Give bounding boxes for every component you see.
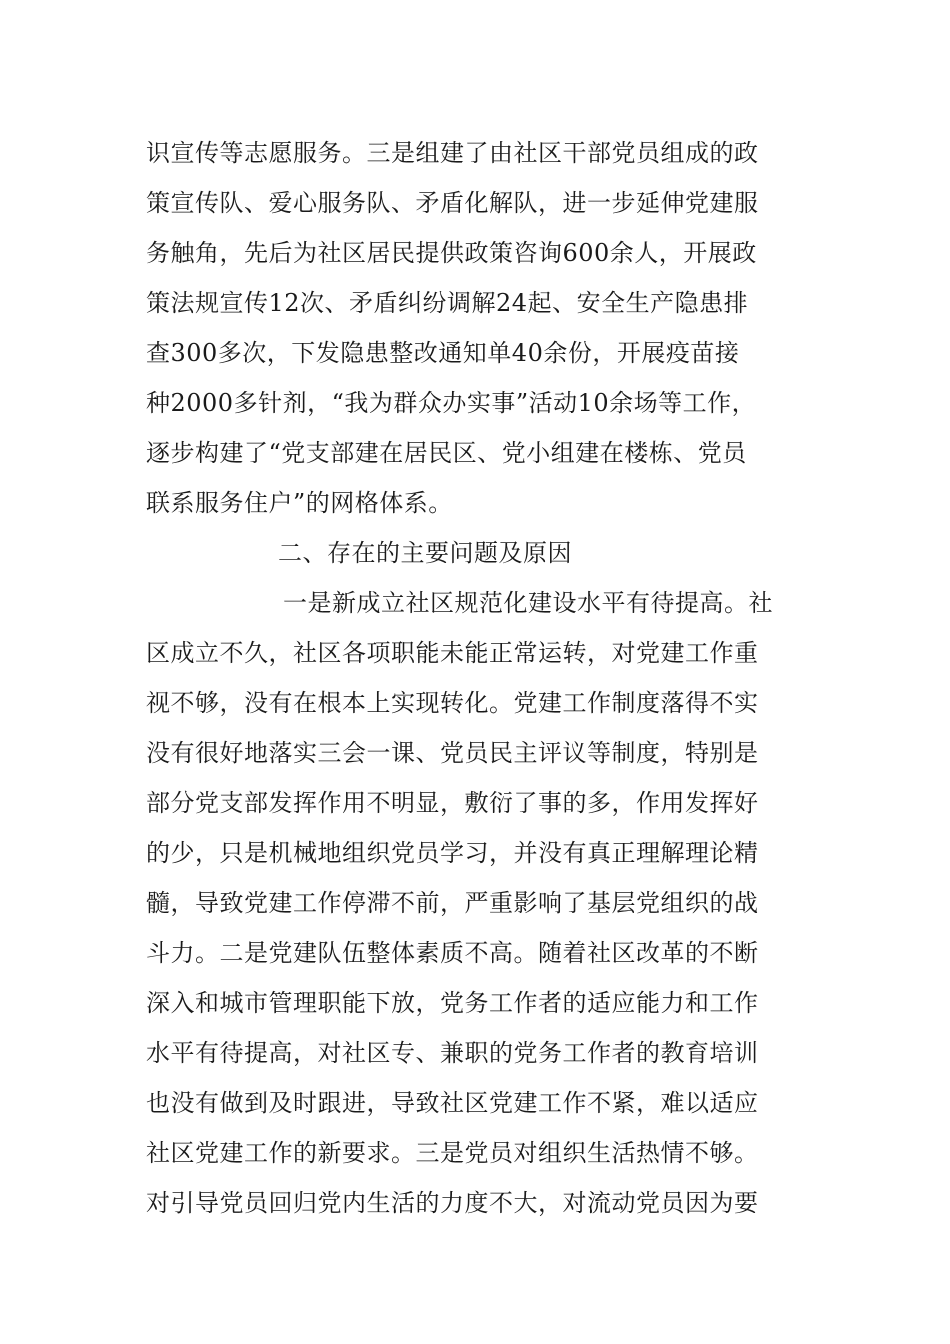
paragraph-line: 斗力。二是党建队伍整体素质不高。随着社区改革的不断 — [146, 939, 759, 967]
paragraph-line: 种2000多针剂，“我为群众办实事”活动10余场等工作， — [146, 389, 757, 417]
paragraph-line: 视不够，没有在根本上实现转化。党建工作制度落得不实 — [146, 689, 759, 717]
paragraph-line: 一是新成立社区规范化建设水平有待提高。社 — [283, 589, 773, 617]
paragraph-line: 联系服务住户”的网格体系。 — [146, 489, 453, 517]
paragraph-line: 策法规宣传12次、矛盾纠纷调解24起、安全生产隐患排 — [146, 289, 749, 317]
paragraph-line: 逐步构建了“党支部建在居民区、党小组建在楼栋、党员 — [146, 439, 747, 467]
paragraph-line: 也没有做到及时跟进，导致社区党建工作不紧，难以适应 — [146, 1089, 759, 1117]
paragraph-line: 社区党建工作的新要求。三是党员对组织生活热情不够。 — [146, 1139, 759, 1167]
paragraph-line: 没有很好地落实三会一课、党员民主评议等制度，特别是 — [146, 739, 759, 767]
section-heading: 二、存在的主要问题及原因 — [278, 539, 572, 567]
paragraph-line: 区成立不久，社区各项职能未能正常运转，对党建工作重 — [146, 639, 759, 667]
paragraph-line: 深入和城市管理职能下放，党务工作者的适应能力和工作 — [146, 989, 759, 1017]
paragraph-line: 识宣传等志愿服务。三是组建了由社区干部党员组成的政 — [146, 139, 759, 167]
paragraph-line: 策宣传队、爱心服务队、矛盾化解队，进一步延伸党建服 — [146, 189, 759, 217]
paragraph-line: 髓，导致党建工作停滞不前，严重影响了基层党组织的战 — [146, 889, 759, 917]
paragraph-line: 查300多次，下发隐患整改通知单40余份，开展疫苗接 — [146, 339, 740, 367]
paragraph-line: 的少，只是机械地组织党员学习，并没有真正理解理论精 — [146, 839, 759, 867]
paragraph-line: 部分党支部发挥作用不明显，敷衍了事的多，作用发挥好 — [146, 789, 759, 817]
paragraph-line: 对引导党员回归党内生活的力度不大，对流动党员因为要 — [146, 1189, 759, 1217]
paragraph-line: 水平有待提高，对社区专、兼职的党务工作者的教育培训 — [146, 1039, 759, 1067]
paragraph-line: 务触角，先后为社区居民提供政策咨询600余人，开展政 — [146, 239, 757, 267]
